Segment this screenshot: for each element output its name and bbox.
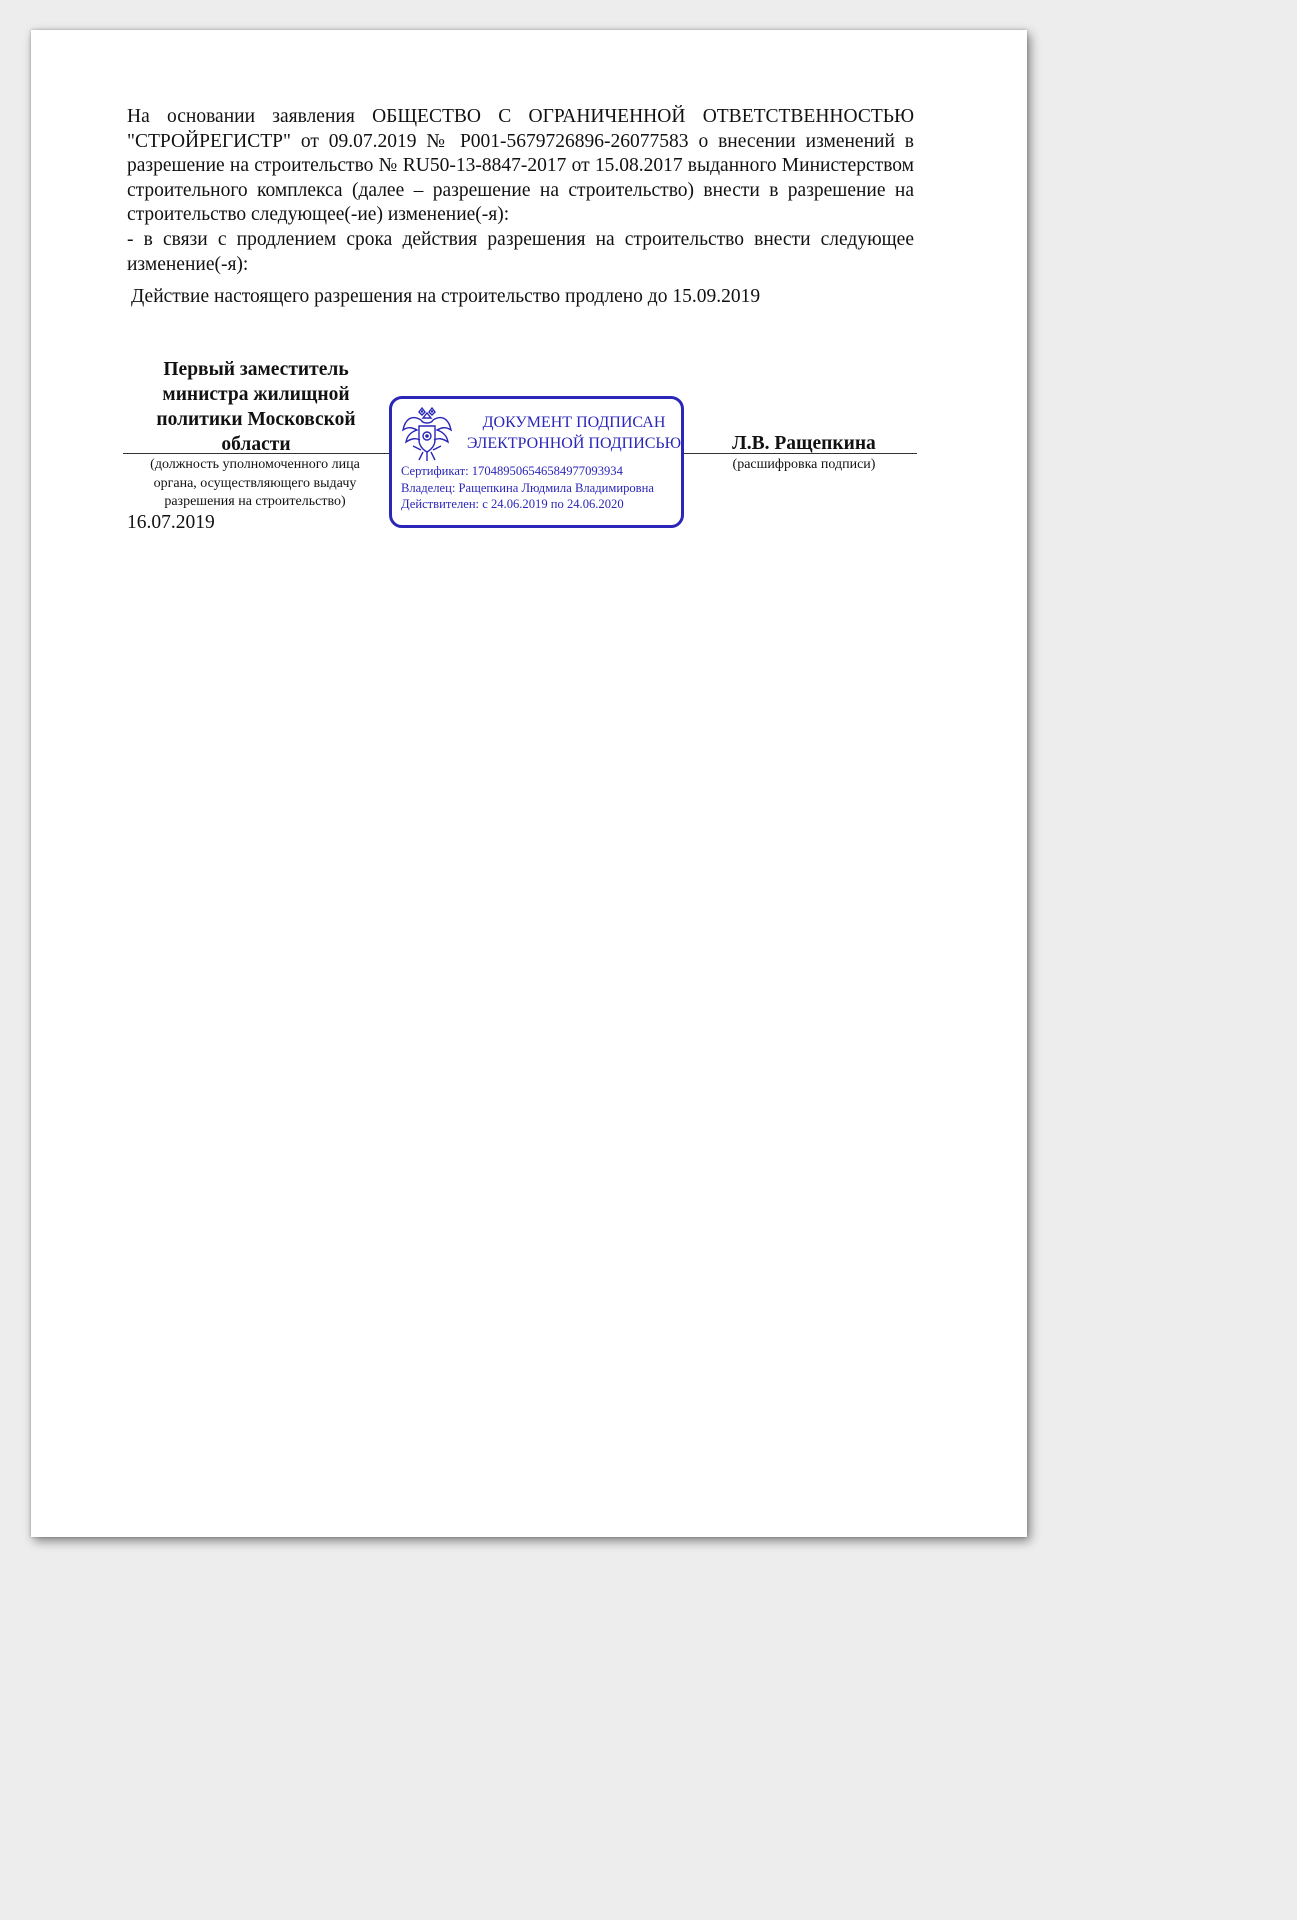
signer-position-title: Первый заместитель министра жилищной политики Московской области xyxy=(156,359,356,455)
stamp-owner: Владелец: Ращепкина Людмила Владимировна xyxy=(401,480,654,495)
stamp-title xyxy=(462,412,686,454)
stamp-details xyxy=(401,463,681,513)
stamp-validity: Действителен: с 24.06.2019 по 24.06.2020 xyxy=(401,497,624,511)
signature-date: 16.07.2019 xyxy=(127,512,215,533)
extension-reason-paragraph: - в связи с продлением срока действия разрешения на строительство внести следующее изменение(-я): xyxy=(127,228,914,275)
name-caption: (расшифровка подписи) xyxy=(732,457,876,472)
signer-name: Л.В. Ращепкина xyxy=(732,433,876,454)
extension-statement: Действие настоящего разрешения на строительство продлено до 15.09.2019 xyxy=(131,286,761,307)
electronic-signature-stamp xyxy=(389,396,684,528)
coat-of-arms-icon xyxy=(401,406,453,464)
document-body xyxy=(127,105,914,277)
application-paragraph: На основании заявления ОБЩЕСТВО С ОГРАНИЧЕННОЙ ОТВЕТСТВЕННОСТЬЮ "СТРОЙРЕГИСТР" от 09.07.2019 № P001-5679726896-26077583 о внесении изменений в разрешение на строительство № RU50-13-8847-2017 от 15.08.2017 выданного Министерством строительного комплекса (далее – разрешение на строительство) внести в разрешение на строительство следующее(-ие) изменение(-я): xyxy=(127,106,914,226)
position-caption: (должность уполномоченного лица органа, осуществляющего выдачу разрешения на строительство) xyxy=(150,457,360,509)
stamp-title-line-2: ЭЛЕКТРОННОЙ ПОДПИСЬЮ xyxy=(466,435,682,452)
stamp-certificate: Сертификат: 170489506546584977093934 xyxy=(401,464,623,478)
document-page xyxy=(31,30,1027,1537)
stamp-title-line-1: ДОКУМЕНТ ПОДПИСАН xyxy=(482,414,666,431)
